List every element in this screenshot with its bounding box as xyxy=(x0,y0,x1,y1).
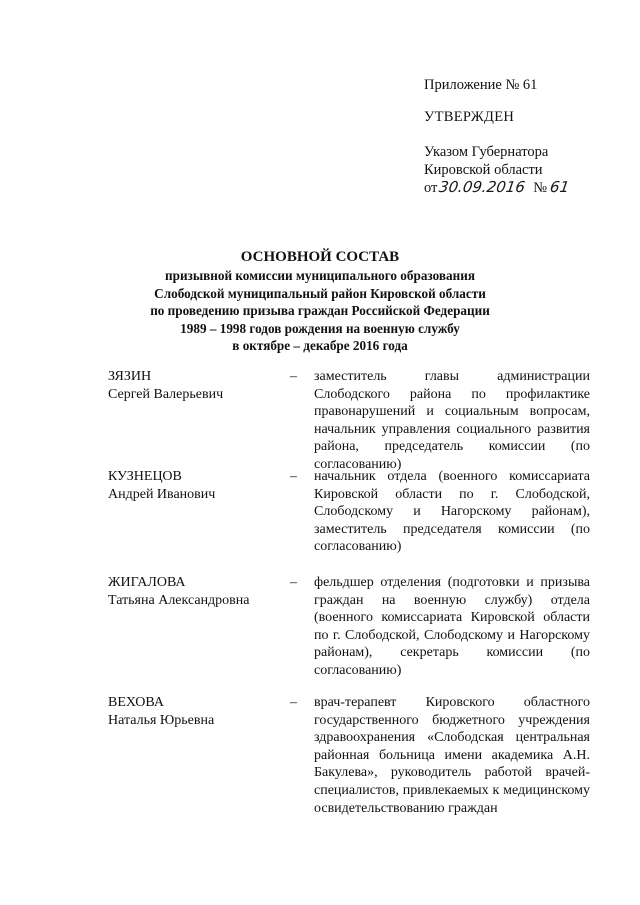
decree-reference xyxy=(424,144,569,198)
number-sign: № xyxy=(533,180,548,196)
member-dash: – xyxy=(290,369,297,384)
member-entry xyxy=(108,368,590,474)
member-dash: – xyxy=(290,695,297,710)
decree-line-2: Кировской области xyxy=(424,161,543,178)
member-surname: ЖИГАЛОВА xyxy=(108,575,186,590)
title-line-3: по проведению призыва граждан Российской Федерации xyxy=(150,303,490,319)
decree-line-1: Указом Губернатора xyxy=(424,144,549,160)
member-dash: – xyxy=(290,469,297,484)
member-entry xyxy=(108,574,590,680)
title-line-4: 1989 – 1998 годов рождения на военную службу xyxy=(180,320,460,336)
date-prefix: от xyxy=(424,180,438,196)
member-given-name: Андрей Иванович xyxy=(108,486,216,502)
title-line-1: призывной комиссии муниципального образования xyxy=(165,268,475,283)
decree-date-line xyxy=(424,179,569,198)
member-given-name: Сергей Валерьевич xyxy=(108,386,224,402)
member-dash: – xyxy=(290,575,297,590)
member-name xyxy=(108,694,288,817)
member-surname: КУЗНЕЦОВ xyxy=(108,469,182,484)
member-role: начальник отдела (военного комиссариата Кировской области по г. Слободской, Слободскому и Нагорскому районам), заместитель председателя комиссии (по согласованию) xyxy=(314,469,590,555)
member-name xyxy=(108,468,288,556)
member-surname: ВЕХОВА xyxy=(108,695,164,710)
member-role: фельдшер отделения (подготовки и призыва граждан на военную службу) отдела (военного комиссариата Кировской области по г. Слободской, Слободскому и Нагорскому районам), секретарь комиссии (по согласованию) xyxy=(314,575,590,678)
title-line-2: Слободской муниципальный район Кировской области xyxy=(154,285,486,301)
member-role: врач-терапевт Кировского областного государственного бюджетного учреждения здравоохранения «Слободская центральная районная больница имени академика А.Н. Бакулева», руководитель работой врачей-специалистов, привлекаемых к медицинскому освидетельствованию граждан xyxy=(314,695,590,816)
member-name xyxy=(108,368,288,474)
member-given-name: Татьяна Александровна xyxy=(108,592,250,608)
handwritten-number: 61 xyxy=(548,178,571,196)
title-main: ОСНОВНОЙ СОСТАВ xyxy=(240,249,400,265)
appendix-number: Приложение № 61 xyxy=(424,77,538,93)
member-entry xyxy=(108,468,590,556)
member-role: заместитель главы администрации Слободского района по профилактике правонарушений и социальным вопросам, начальник управления социального развития района, председатель комиссии (по согласованию) xyxy=(314,369,590,472)
member-entry xyxy=(108,694,590,817)
member-surname: ЗЯЗИН xyxy=(108,369,152,384)
handwritten-date: 30.09.2016 xyxy=(438,178,527,196)
approved-stamp-text: УТВЕРЖДЕН xyxy=(424,109,515,125)
title-line-5: в октябре – декабре 2016 года xyxy=(232,338,408,354)
document-title xyxy=(0,248,640,355)
member-name xyxy=(108,574,288,680)
member-given-name: Наталья Юрьевна xyxy=(108,712,215,728)
